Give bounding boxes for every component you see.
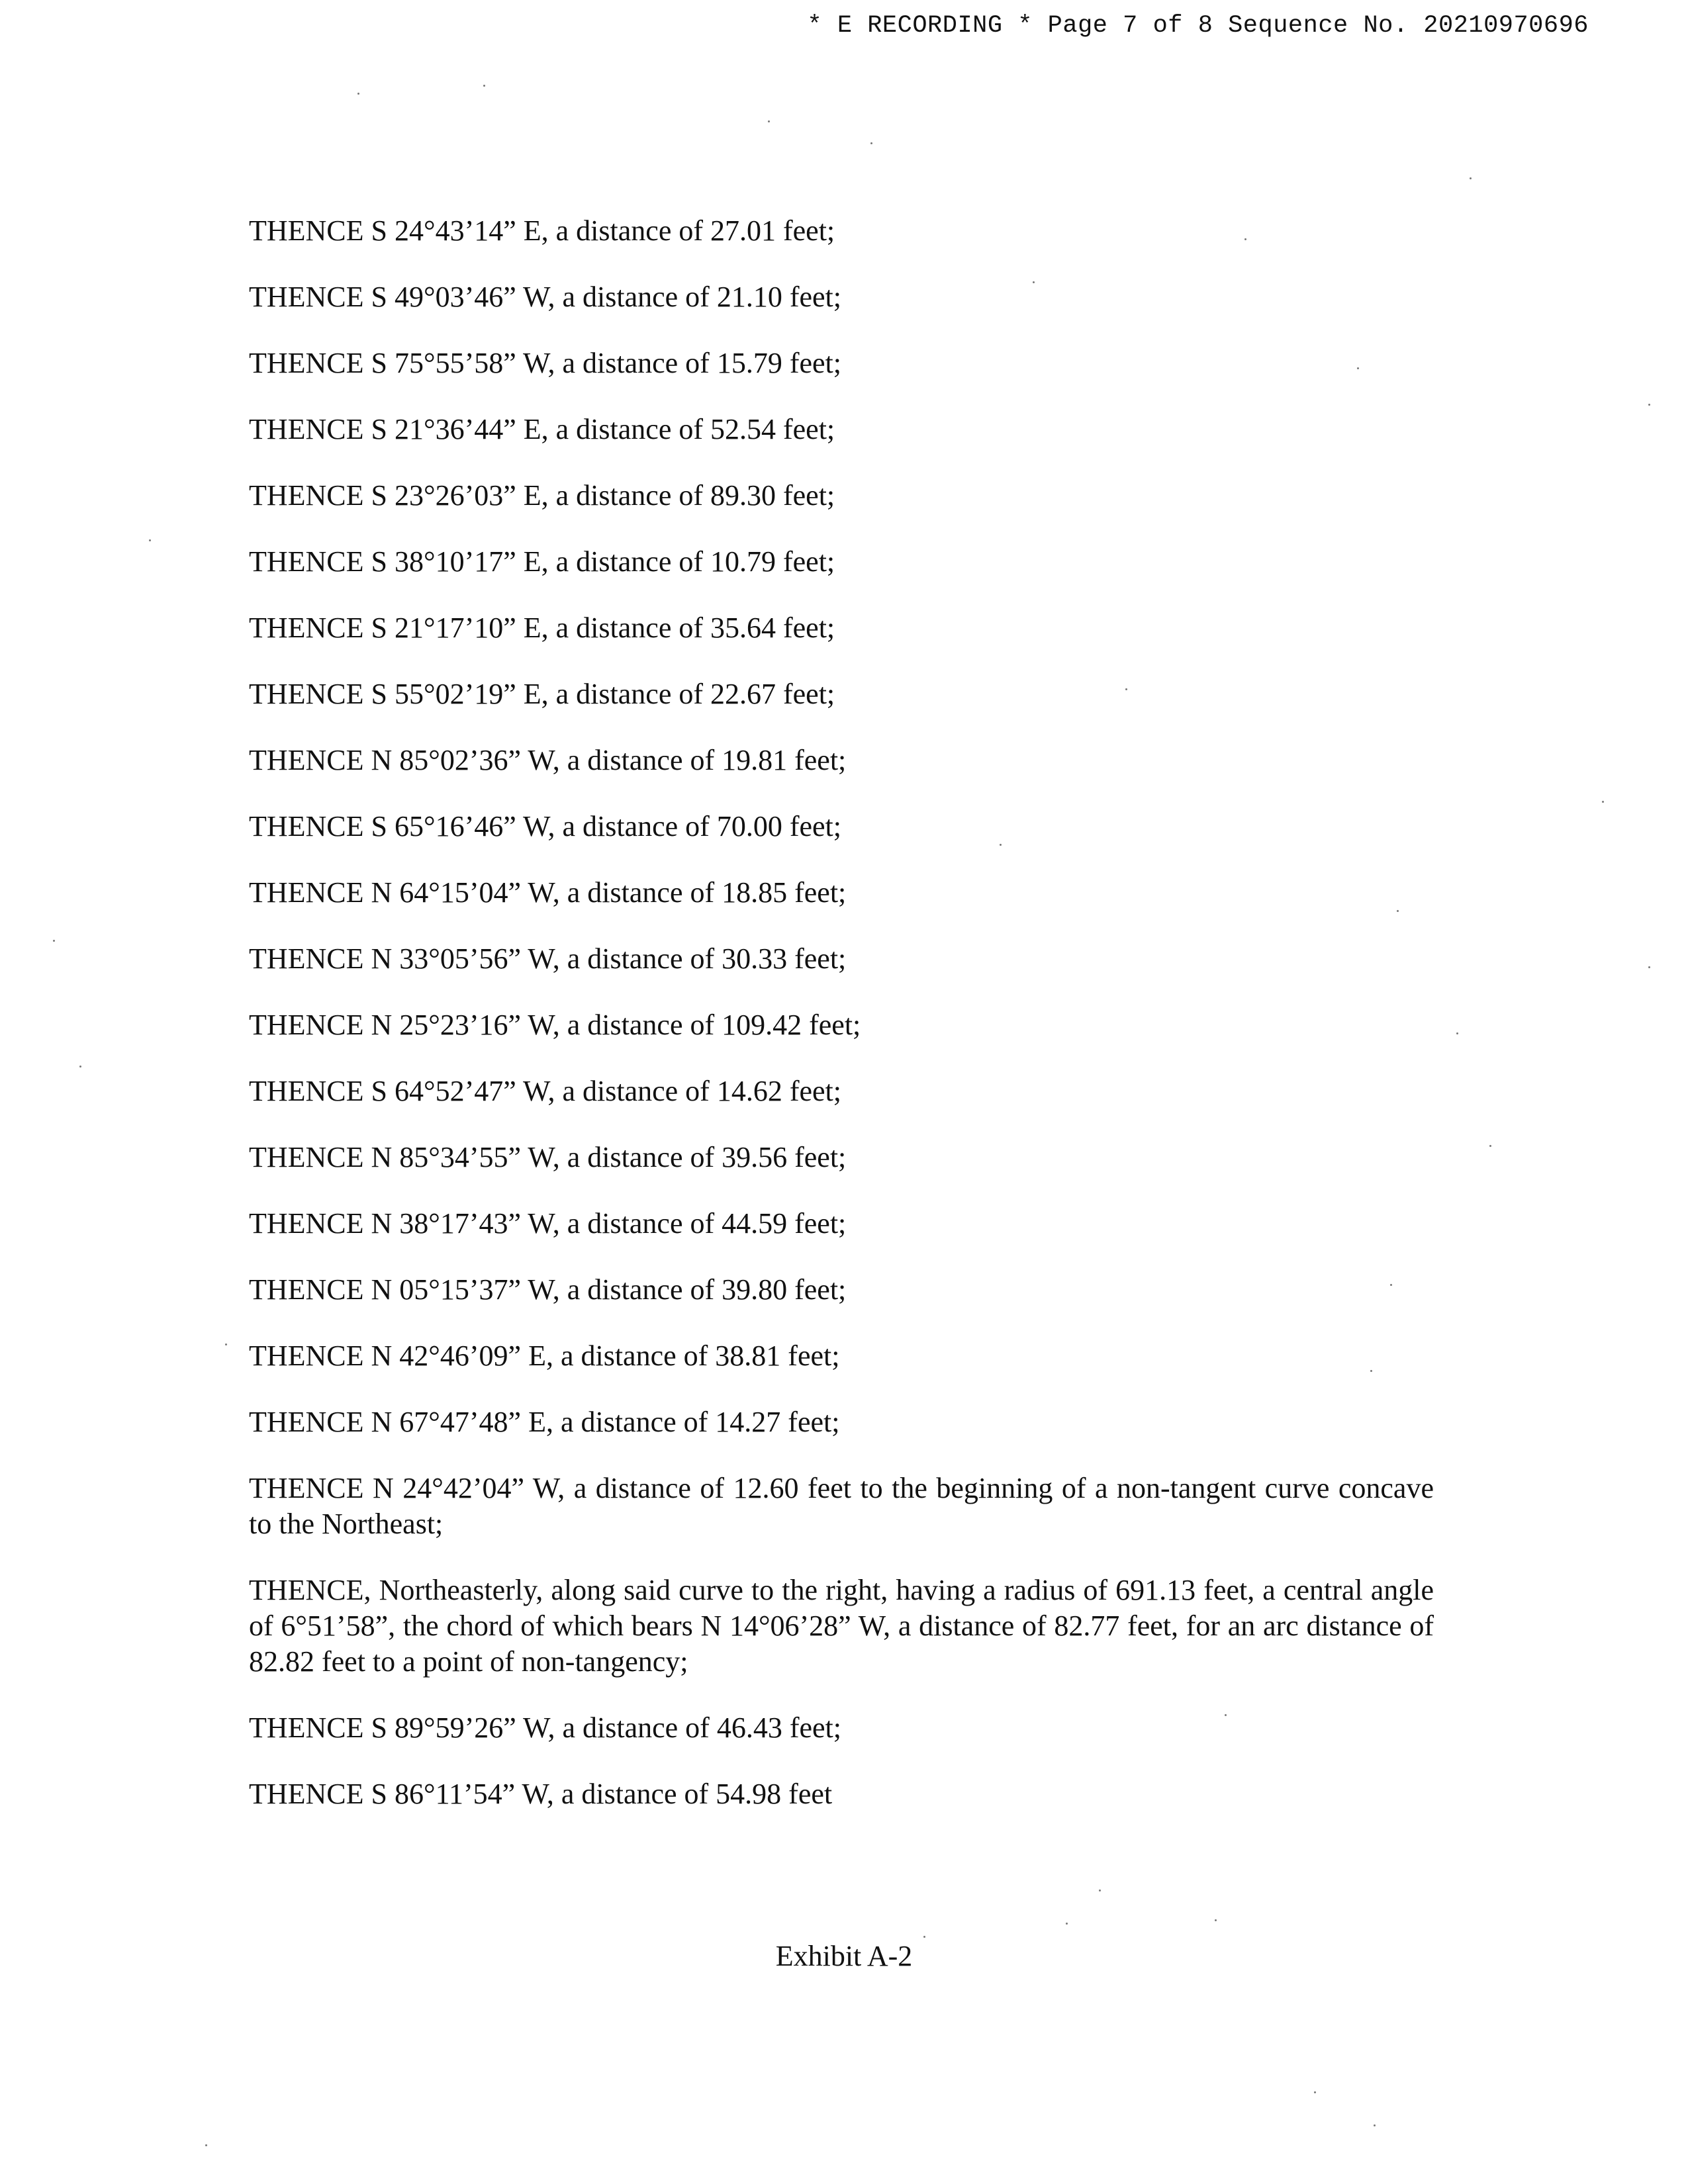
scan-speck	[79, 1066, 81, 1068]
scan-speck	[1456, 1032, 1458, 1034]
course-line: THENCE N 05°15’37” W, a distance of 39.80 feet;	[249, 1273, 847, 1306]
curve-start-paragraph: THENCE N 24°42’04” W, a distance of 12.60 feet to the beginning of a non-tangent curve concave to the Northeast;	[249, 1472, 1434, 1540]
scan-speck	[1125, 688, 1127, 690]
scan-speck	[1066, 1923, 1068, 1925]
exhibit-label: Exhibit A-2	[775, 1940, 913, 1972]
scan-speck	[53, 940, 55, 942]
scan-speck	[1397, 910, 1399, 912]
course-line: THENCE N 85°34’55” W, a distance of 39.56 feet;	[249, 1141, 847, 1173]
scan-speck	[1390, 1284, 1392, 1286]
scan-speck	[1374, 2124, 1376, 2126]
scan-speck	[1602, 801, 1604, 803]
course-line: THENCE N 85°02’36” W, a distance of 19.81 feet;	[249, 744, 847, 776]
scan-speck	[225, 1343, 227, 1345]
scan-speck	[1357, 367, 1359, 369]
scan-speck	[205, 2144, 207, 2146]
course-line: THENCE N 38°17’43” W, a distance of 44.59 feet;	[249, 1207, 847, 1240]
course-line: THENCE S 55°02’19” E, a distance of 22.67 feet;	[249, 678, 835, 710]
scan-speck	[1000, 844, 1002, 846]
course-line: THENCE S 89°59’26” W, a distance of 46.43 feet;	[249, 1711, 841, 1744]
scan-speck	[1033, 281, 1035, 283]
scan-speck	[1648, 404, 1650, 406]
course-line: THENCE N 42°46’09” E, a distance of 38.81 feet;	[249, 1340, 840, 1372]
course-line: THENCE N 67°47’48” E, a distance of 14.27 feet;	[249, 1406, 840, 1438]
course-line: THENCE N 64°15’04” W, a distance of 18.85 feet;	[249, 876, 847, 909]
scan-speck	[1489, 1145, 1491, 1147]
curve-description-paragraph: THENCE, Northeasterly, along said curve to the right, having a radius of 691.13 feet, a central angle of 6°51’58”, the chord of which bears N 14°06’28” W, a distance of 82.77 feet, for an arc distance of 82.82 feet to a point of non-tangency;	[249, 1574, 1434, 1678]
scan-speck	[870, 142, 872, 144]
scan-speck	[1470, 177, 1472, 179]
recording-header: * E RECORDING * Page 7 of 8 Sequence No. 20210970696	[807, 12, 1589, 40]
course-line: THENCE S 24°43’14” E, a distance of 27.01 feet;	[249, 214, 835, 247]
course-line: THENCE S 86°11’54” W, a distance of 54.98 feet	[249, 1778, 833, 1810]
scan-speck	[1648, 966, 1650, 968]
scan-speck	[1215, 1919, 1217, 1921]
scan-speck	[1370, 1370, 1372, 1372]
scan-speck	[1225, 1714, 1227, 1716]
course-line: THENCE S 21°17’10” E, a distance of 35.64 feet;	[249, 612, 835, 644]
scan-speck	[768, 120, 770, 122]
course-line: THENCE S 49°03’46” W, a distance of 21.10 feet;	[249, 281, 841, 313]
course-line: THENCE S 64°52’47” W, a distance of 14.62 feet;	[249, 1075, 841, 1107]
scan-speck	[1314, 2091, 1316, 2093]
scan-speck	[1244, 238, 1246, 240]
course-line: THENCE S 65°16’46” W, a distance of 70.00 feet;	[249, 810, 841, 842]
legal-description-body	[249, 213, 1434, 1843]
course-line: THENCE N 25°23’16” W, a distance of 109.42 feet;	[249, 1009, 861, 1041]
course-line: THENCE S 23°26’03” E, a distance of 89.30 feet;	[249, 479, 835, 512]
scan-speck	[1099, 1889, 1101, 1891]
scan-speck	[483, 85, 485, 87]
course-line: THENCE N 33°05’56” W, a distance of 30.33 feet;	[249, 942, 847, 975]
scan-speck	[149, 539, 151, 541]
course-line: THENCE S 75°55’58” W, a distance of 15.79 feet;	[249, 347, 841, 379]
scan-speck	[923, 1936, 925, 1938]
scan-speck	[357, 93, 359, 95]
course-line: THENCE S 38°10’17” E, a distance of 10.79 feet;	[249, 545, 835, 578]
course-line: THENCE S 21°36’44” E, a distance of 52.54 feet;	[249, 413, 835, 445]
